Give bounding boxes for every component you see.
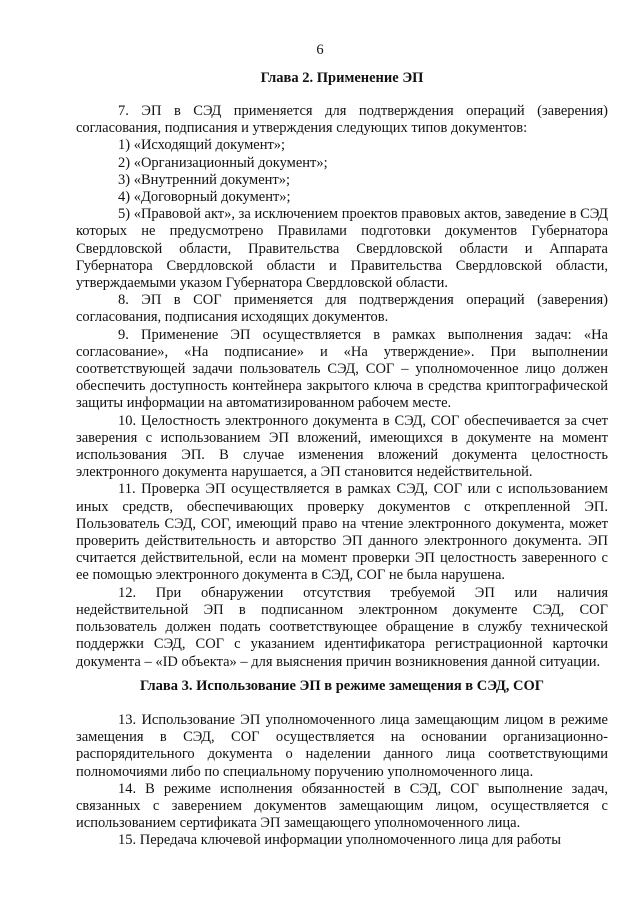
list-item: 1) «Исходящий документ»; [118, 137, 286, 154]
chapter-3-body [76, 712, 608, 850]
list-item: 4) «Договорный документ»; [118, 189, 291, 206]
paragraph-7-item-5: 5) «Правовой акт», за исключением проектов правовых актов, заведение в СЭД которых не предусмотрено Правилами подготовки документов Губернатора Свердловской области, Правительства Свердловской области и Аппарата Губернатора Свердловской области и Правительства Свердловской области, утверждаемыми указом Губернатора Свердловской области. [76, 206, 608, 292]
paragraph-14: 14. В режиме исполнения обязанностей в СЭД, СОГ выполнение задач, связанных с заверением документов замещающим лицом, осуществляется с использованием сертификата ЭП замещающего уполномоченного лица. [76, 780, 608, 832]
chapter-3-title: Глава 3. Использование ЭП в режиме замещения в СЭД, СОГ [139, 678, 545, 694]
paragraph-10: 10. Целостность электронного документа в СЭД, СОГ обеспечивается за счет заверения с использованием ЭП вложений, имеющихся в документе на момент использования ЭП. В случае изменения вложений документа целостность электронного документа нарушается, а ЭП становится недействительной. [76, 412, 608, 481]
chapter-2-body [76, 103, 608, 671]
paragraph-11: 11. Проверка ЭП осуществляется в рамках СЭД, СОГ или с использованием иных средств, обеспечивающих проверку документов с открепленной ЭП. Пользователь СЭД, СОГ, имеющий право на чтение электронного документа, может проверить действительность и авторство ЭП данного электронного документа. ЭП считается действительной, если на момент проверки ЭП целостность заверенного с ее помощью электронного документа в СЭД, СОГ не была нарушена. [76, 481, 608, 584]
paragraph-9: 9. Применение ЭП осуществляется в рамках выполнения задач: «На согласование», «На подписание» и «На утверждение». При выполнении соответствующей задачи пользователь СЭД, СОГ – уполномоченное лицо должен обеспечить доступность контейнера закрытого ключа в средства криптографической защиты информации на автоматизированном рабочем месте. [76, 326, 608, 412]
paragraph-13: 13. Использование ЭП уполномоченного лица замещающим лицом в режиме замещения в СЭД, СОГ осуществляется на основании организационно-распорядительного документа о наделении данного лица соответствующими полномочиями либо по специальному поручению уполномоченного лица. [76, 712, 608, 780]
paragraph-7-intro: 7. ЭП в СЭД применяется для подтверждения операций (заверения) согласования, подписания и утверждения следующих типов документов: [76, 103, 608, 137]
paragraph-15: 15. Передача ключевой информации уполномоченного лица для работы [118, 832, 561, 849]
paragraph-8: 8. ЭП в СОГ применяется для подтверждения операций (заверения) согласования, подписания исходящих документов. [76, 292, 608, 326]
list-item: 3) «Внутренний документ»; [118, 171, 291, 188]
page-number: 6 [316, 42, 324, 58]
list-item: 2) «Организационный документ»; [118, 154, 328, 171]
chapter-2-title: Глава 2. Применение ЭП [260, 70, 424, 86]
paragraph-12: 12. При обнаружении отсутствия требуемой ЭП или наличия недействительной ЭП в подписанном электронном документе СЭД, СОГ пользователь должен подать соответствующее обращение в службу технической поддержки СЭД, СОГ с указанием идентификатора регистрационной карточки документа – «ID объекта» – для выяснения причин возникновения данной ситуации. [76, 584, 608, 670]
